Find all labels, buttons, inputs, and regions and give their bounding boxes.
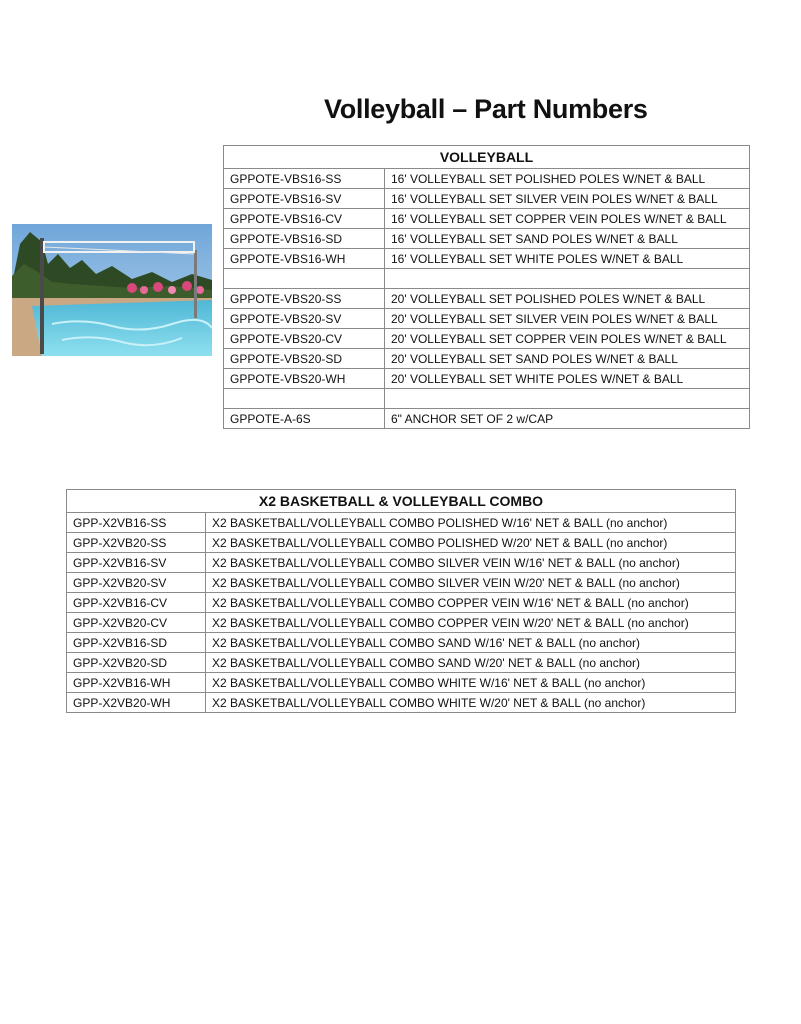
part-description: 16' VOLLEYBALL SET SAND POLES W/NET & BALL [385, 229, 750, 249]
part-description [385, 269, 750, 289]
part-description: 6" ANCHOR SET OF 2 w/CAP [385, 409, 750, 429]
part-number: GPPOTE-VBS20-SV [224, 309, 385, 329]
table-row [224, 369, 750, 389]
table-row [67, 693, 736, 713]
part-number [224, 389, 385, 409]
part-description: X2 BASKETBALL/VOLLEYBALL COMBO WHITE W/20' NET & BALL (no anchor) [206, 693, 736, 713]
table-row-empty [224, 389, 750, 409]
part-description: 20' VOLLEYBALL SET WHITE POLES W/NET & BALL [385, 369, 750, 389]
part-description: 16' VOLLEYBALL SET POLISHED POLES W/NET & BALL [385, 169, 750, 189]
page-title: Volleyball – Part Numbers [324, 94, 648, 124]
part-number: GPPOTE-VBS16-SD [224, 229, 385, 249]
part-number: GPP-X2VB20-SV [67, 573, 206, 593]
part-number: GPPOTE-VBS16-CV [224, 209, 385, 229]
table-row [224, 289, 750, 309]
part-description: 20' VOLLEYBALL SET SILVER VEIN POLES W/NET & BALL [385, 309, 750, 329]
part-number: GPPOTE-VBS16-SV [224, 189, 385, 209]
part-number: GPPOTE-A-6S [224, 409, 385, 429]
volleyball-table [223, 145, 750, 429]
part-number: GPPOTE-VBS20-SD [224, 349, 385, 369]
part-description: 16' VOLLEYBALL SET WHITE POLES W/NET & BALL [385, 249, 750, 269]
table-row [67, 513, 736, 533]
table-row [224, 229, 750, 249]
part-description [385, 389, 750, 409]
part-description: X2 BASKETBALL/VOLLEYBALL COMBO POLISHED W/16' NET & BALL (no anchor) [206, 513, 736, 533]
part-description: 16' VOLLEYBALL SET SILVER VEIN POLES W/NET & BALL [385, 189, 750, 209]
part-description: X2 BASKETBALL/VOLLEYBALL COMBO WHITE W/16' NET & BALL (no anchor) [206, 673, 736, 693]
table-row [67, 593, 736, 613]
part-number: GPPOTE-VBS20-CV [224, 329, 385, 349]
combo-table-heading: X2 BASKETBALL & VOLLEYBALL COMBO [67, 490, 736, 513]
table-row [67, 673, 736, 693]
table-row [224, 329, 750, 349]
part-number: GPP-X2VB20-CV [67, 613, 206, 633]
table-row [67, 653, 736, 673]
part-number: GPP-X2VB16-SD [67, 633, 206, 653]
part-number: GPP-X2VB16-SV [67, 553, 206, 573]
volleyball-table-heading: VOLLEYBALL [224, 146, 750, 169]
part-description: 16' VOLLEYBALL SET COPPER VEIN POLES W/NET & BALL [385, 209, 750, 229]
part-description: X2 BASKETBALL/VOLLEYBALL COMBO SILVER VEIN W/16' NET & BALL (no anchor) [206, 553, 736, 573]
part-number: GPP-X2VB20-WH [67, 693, 206, 713]
part-number: GPP-X2VB16-SS [67, 513, 206, 533]
part-number: GPP-X2VB20-SS [67, 533, 206, 553]
part-number: GPP-X2VB16-WH [67, 673, 206, 693]
part-description: 20' VOLLEYBALL SET POLISHED POLES W/NET & BALL [385, 289, 750, 309]
table-row [67, 613, 736, 633]
table-row [67, 553, 736, 573]
table-row [224, 409, 750, 429]
part-description: X2 BASKETBALL/VOLLEYBALL COMBO POLISHED W/20' NET & BALL (no anchor) [206, 533, 736, 553]
table-row [67, 633, 736, 653]
table-row [224, 349, 750, 369]
table-row [67, 573, 736, 593]
part-description: X2 BASKETBALL/VOLLEYBALL COMBO COPPER VEIN W/16' NET & BALL (no anchor) [206, 593, 736, 613]
table-row [224, 309, 750, 329]
pool-volleyball-photo [12, 224, 212, 356]
part-number: GPPOTE-VBS20-WH [224, 369, 385, 389]
part-number: GPPOTE-VBS20-SS [224, 289, 385, 309]
table-row [67, 533, 736, 553]
part-description: 20' VOLLEYBALL SET COPPER VEIN POLES W/NET & BALL [385, 329, 750, 349]
part-number [224, 269, 385, 289]
part-description: X2 BASKETBALL/VOLLEYBALL COMBO SAND W/16' NET & BALL (no anchor) [206, 633, 736, 653]
part-number: GPP-X2VB16-CV [67, 593, 206, 613]
part-number: GPPOTE-VBS16-SS [224, 169, 385, 189]
part-number: GPPOTE-VBS16-WH [224, 249, 385, 269]
part-description: X2 BASKETBALL/VOLLEYBALL COMBO COPPER VEIN W/20' NET & BALL (no anchor) [206, 613, 736, 633]
part-description: 20' VOLLEYBALL SET SAND POLES W/NET & BALL [385, 349, 750, 369]
part-number: GPP-X2VB20-SD [67, 653, 206, 673]
part-description: X2 BASKETBALL/VOLLEYBALL COMBO SILVER VEIN W/20' NET & BALL (no anchor) [206, 573, 736, 593]
table-row [224, 209, 750, 229]
table-row [224, 169, 750, 189]
combo-table [66, 489, 736, 713]
table-row [224, 189, 750, 209]
table-row-empty [224, 269, 750, 289]
part-description: X2 BASKETBALL/VOLLEYBALL COMBO SAND W/20' NET & BALL (no anchor) [206, 653, 736, 673]
table-row [224, 249, 750, 269]
